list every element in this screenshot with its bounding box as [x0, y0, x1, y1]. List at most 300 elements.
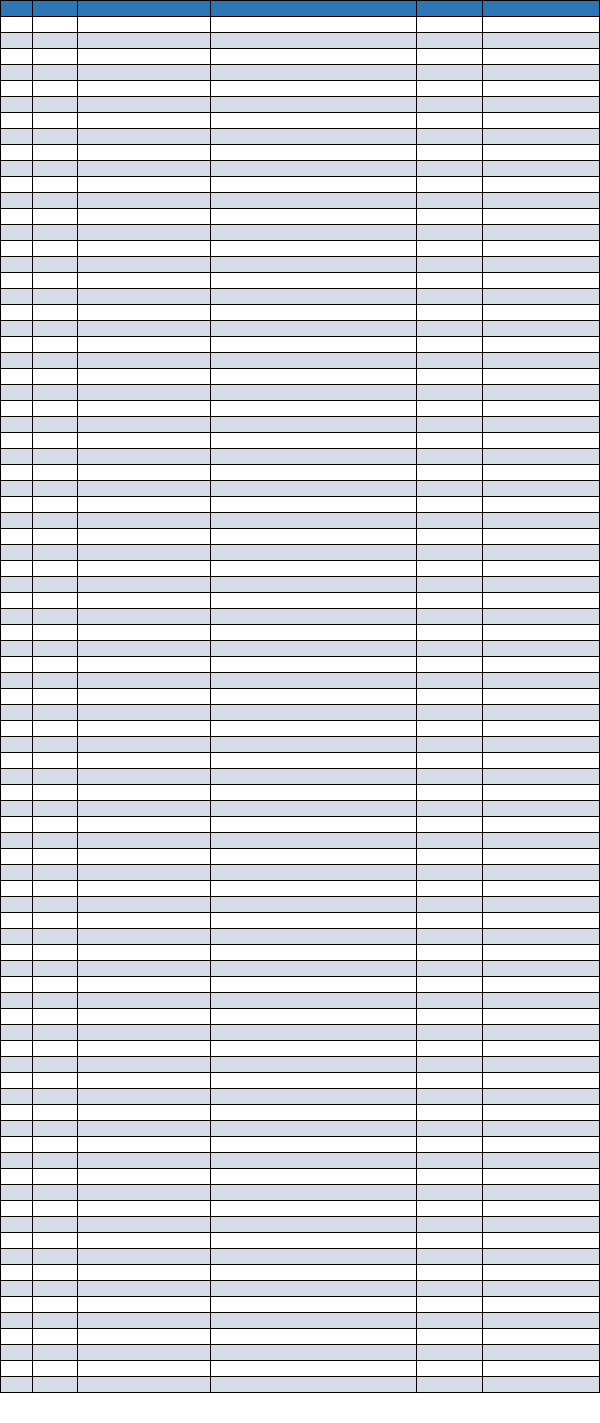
cell-3	[78, 801, 211, 817]
cell-5	[417, 225, 483, 241]
cell-1	[1, 129, 33, 145]
cell-6	[483, 1345, 600, 1361]
cell-2	[33, 785, 78, 801]
cell-6	[483, 497, 600, 513]
cell-1	[1, 545, 33, 561]
cell-5	[417, 737, 483, 753]
cell-5	[417, 1281, 483, 1297]
cell-3	[78, 833, 211, 849]
cell-3	[78, 17, 211, 33]
cell-5	[417, 1361, 483, 1377]
cell-4	[211, 17, 417, 33]
cell-3	[78, 529, 211, 545]
cell-5	[417, 721, 483, 737]
cell-4	[211, 625, 417, 641]
cell-2	[33, 433, 78, 449]
cell-1	[1, 593, 33, 609]
cell-1	[1, 177, 33, 193]
cell-5	[417, 801, 483, 817]
table-row	[1, 1025, 600, 1041]
cell-1	[1, 1153, 33, 1169]
cell-5	[417, 49, 483, 65]
cell-1	[1, 769, 33, 785]
cell-3	[78, 257, 211, 273]
cell-1	[1, 913, 33, 929]
cell-6	[483, 129, 600, 145]
cell-2	[33, 1025, 78, 1041]
cell-6	[483, 1297, 600, 1313]
cell-1	[1, 257, 33, 273]
cell-4	[211, 1329, 417, 1345]
table-row	[1, 977, 600, 993]
cell-1	[1, 977, 33, 993]
table-row	[1, 241, 600, 257]
cell-5	[417, 353, 483, 369]
cell-4	[211, 833, 417, 849]
table-row	[1, 1057, 600, 1073]
cell-6	[483, 625, 600, 641]
table-row	[1, 81, 600, 97]
cell-6	[483, 225, 600, 241]
cell-4	[211, 1169, 417, 1185]
table-row	[1, 433, 600, 449]
cell-3	[78, 1121, 211, 1137]
cell-1	[1, 1265, 33, 1281]
cell-5	[417, 545, 483, 561]
table-row	[1, 1265, 600, 1281]
cell-2	[33, 1105, 78, 1121]
cell-5	[417, 1009, 483, 1025]
cell-6	[483, 753, 600, 769]
cell-2	[33, 1361, 78, 1377]
cell-1	[1, 529, 33, 545]
cell-1	[1, 1185, 33, 1201]
cell-5	[417, 673, 483, 689]
cell-5	[417, 1313, 483, 1329]
cell-4	[211, 449, 417, 465]
cell-1	[1, 609, 33, 625]
cell-1	[1, 497, 33, 513]
cell-4	[211, 817, 417, 833]
cell-5	[417, 241, 483, 257]
cell-6	[483, 1057, 600, 1073]
table-row	[1, 1233, 600, 1249]
cell-4	[211, 1361, 417, 1377]
cell-2	[33, 721, 78, 737]
cell-3	[78, 321, 211, 337]
cell-2	[33, 657, 78, 673]
cell-2	[33, 1009, 78, 1025]
cell-2	[33, 225, 78, 241]
cell-1	[1, 49, 33, 65]
cell-3	[78, 417, 211, 433]
cell-4	[211, 49, 417, 65]
cell-2	[33, 1313, 78, 1329]
cell-6	[483, 609, 600, 625]
cell-4	[211, 1153, 417, 1169]
cell-1	[1, 353, 33, 369]
cell-5	[417, 865, 483, 881]
cell-2	[33, 689, 78, 705]
cell-6	[483, 897, 600, 913]
cell-3	[78, 97, 211, 113]
table-row	[1, 785, 600, 801]
cell-3	[78, 433, 211, 449]
cell-3	[78, 465, 211, 481]
cell-5	[417, 209, 483, 225]
cell-1	[1, 417, 33, 433]
cell-2	[33, 513, 78, 529]
cell-5	[417, 833, 483, 849]
cell-1	[1, 1089, 33, 1105]
cell-6	[483, 689, 600, 705]
cell-2	[33, 1281, 78, 1297]
table-row	[1, 609, 600, 625]
cell-2	[33, 49, 78, 65]
cell-1	[1, 993, 33, 1009]
cell-4	[211, 673, 417, 689]
cell-4	[211, 81, 417, 97]
cell-3	[78, 1361, 211, 1377]
cell-5	[417, 33, 483, 49]
cell-1	[1, 1169, 33, 1185]
cell-5	[417, 929, 483, 945]
cell-6	[483, 817, 600, 833]
cell-2	[33, 1377, 78, 1393]
table-row	[1, 417, 600, 433]
cell-1	[1, 145, 33, 161]
cell-6	[483, 289, 600, 305]
table-row	[1, 321, 600, 337]
cell-3	[78, 1345, 211, 1361]
cell-2	[33, 1073, 78, 1089]
cell-3	[78, 609, 211, 625]
cell-1	[1, 113, 33, 129]
cell-1	[1, 689, 33, 705]
cell-3	[78, 129, 211, 145]
cell-2	[33, 545, 78, 561]
cell-4	[211, 433, 417, 449]
table-row	[1, 113, 600, 129]
cell-3	[78, 641, 211, 657]
cell-6	[483, 833, 600, 849]
cell-2	[33, 81, 78, 97]
cell-2	[33, 129, 78, 145]
table-row	[1, 769, 600, 785]
cell-4	[211, 161, 417, 177]
cell-6	[483, 849, 600, 865]
cell-3	[78, 1313, 211, 1329]
cell-3	[78, 689, 211, 705]
cell-2	[33, 241, 78, 257]
table-row	[1, 721, 600, 737]
cell-3	[78, 289, 211, 305]
cell-6	[483, 1009, 600, 1025]
cell-4	[211, 721, 417, 737]
cell-5	[417, 705, 483, 721]
table-row	[1, 1345, 600, 1361]
cell-3	[78, 1329, 211, 1345]
cell-5	[417, 305, 483, 321]
table-row	[1, 657, 600, 673]
cell-6	[483, 1153, 600, 1169]
cell-3	[78, 385, 211, 401]
table-row	[1, 913, 600, 929]
cell-5	[417, 1185, 483, 1201]
cell-1	[1, 1361, 33, 1377]
cell-1	[1, 1073, 33, 1089]
table-row	[1, 1313, 600, 1329]
table-row	[1, 305, 600, 321]
cell-1	[1, 1297, 33, 1313]
cell-6	[483, 1169, 600, 1185]
table-row	[1, 193, 600, 209]
cell-4	[211, 273, 417, 289]
cell-1	[1, 1217, 33, 1233]
cell-1	[1, 737, 33, 753]
cell-2	[33, 177, 78, 193]
cell-5	[417, 321, 483, 337]
cell-4	[211, 1297, 417, 1313]
cell-6	[483, 673, 600, 689]
cell-4	[211, 849, 417, 865]
table-row	[1, 929, 600, 945]
cell-3	[78, 1201, 211, 1217]
cell-1	[1, 241, 33, 257]
cell-1	[1, 273, 33, 289]
cell-6	[483, 801, 600, 817]
cell-5	[417, 1265, 483, 1281]
cell-2	[33, 465, 78, 481]
cell-4	[211, 465, 417, 481]
cell-6	[483, 1073, 600, 1089]
table-row	[1, 817, 600, 833]
cell-4	[211, 65, 417, 81]
cell-4	[211, 417, 417, 433]
cell-4	[211, 1137, 417, 1153]
cell-1	[1, 97, 33, 113]
cell-3	[78, 1297, 211, 1313]
cell-2	[33, 1089, 78, 1105]
cell-4	[211, 913, 417, 929]
cell-6	[483, 529, 600, 545]
cell-1	[1, 1233, 33, 1249]
cell-5	[417, 529, 483, 545]
cell-4	[211, 561, 417, 577]
cell-4	[211, 977, 417, 993]
cell-3	[78, 353, 211, 369]
cell-5	[417, 481, 483, 497]
cell-6	[483, 273, 600, 289]
table-row	[1, 449, 600, 465]
cell-2	[33, 1057, 78, 1073]
cell-6	[483, 193, 600, 209]
cell-3	[78, 513, 211, 529]
cell-4	[211, 657, 417, 673]
cell-2	[33, 817, 78, 833]
cell-1	[1, 225, 33, 241]
cell-2	[33, 1249, 78, 1265]
cell-1	[1, 1281, 33, 1297]
cell-3	[78, 209, 211, 225]
cell-5	[417, 897, 483, 913]
cell-1	[1, 657, 33, 673]
cell-3	[78, 577, 211, 593]
cell-3	[78, 737, 211, 753]
cell-4	[211, 113, 417, 129]
cell-5	[417, 81, 483, 97]
table-row	[1, 1377, 600, 1393]
cell-5	[417, 417, 483, 433]
cell-1	[1, 337, 33, 353]
table-row	[1, 337, 600, 353]
cell-3	[78, 993, 211, 1009]
cell-3	[78, 1185, 211, 1201]
cell-6	[483, 49, 600, 65]
cell-2	[33, 305, 78, 321]
cell-5	[417, 433, 483, 449]
cell-4	[211, 529, 417, 545]
cell-2	[33, 1137, 78, 1153]
cell-1	[1, 401, 33, 417]
cell-3	[78, 481, 211, 497]
cell-2	[33, 289, 78, 305]
cell-3	[78, 881, 211, 897]
cell-3	[78, 977, 211, 993]
cell-2	[33, 865, 78, 881]
table-row	[1, 1137, 600, 1153]
cell-5	[417, 1137, 483, 1153]
cell-5	[417, 609, 483, 625]
cell-3	[78, 945, 211, 961]
table-row	[1, 561, 600, 577]
cell-4	[211, 945, 417, 961]
cell-6	[483, 481, 600, 497]
cell-4	[211, 145, 417, 161]
cell-3	[78, 241, 211, 257]
cell-5	[417, 769, 483, 785]
cell-5	[417, 625, 483, 641]
cell-2	[33, 561, 78, 577]
cell-6	[483, 977, 600, 993]
cell-2	[33, 1153, 78, 1169]
cell-4	[211, 241, 417, 257]
table-row	[1, 353, 600, 369]
cell-5	[417, 1153, 483, 1169]
cell-4	[211, 545, 417, 561]
table-row	[1, 17, 600, 33]
cell-2	[33, 1233, 78, 1249]
cell-2	[33, 481, 78, 497]
cell-3	[78, 161, 211, 177]
cell-2	[33, 1297, 78, 1313]
cell-4	[211, 1217, 417, 1233]
cell-5	[417, 1377, 483, 1393]
cell-4	[211, 865, 417, 881]
table-row	[1, 673, 600, 689]
cell-3	[78, 753, 211, 769]
cell-1	[1, 1025, 33, 1041]
cell-4	[211, 353, 417, 369]
table-row	[1, 1217, 600, 1233]
cell-5	[417, 177, 483, 193]
cell-2	[33, 993, 78, 1009]
table-row	[1, 801, 600, 817]
cell-1	[1, 193, 33, 209]
cell-1	[1, 1201, 33, 1217]
cell-4	[211, 481, 417, 497]
cell-1	[1, 673, 33, 689]
cell-4	[211, 1073, 417, 1089]
cell-2	[33, 161, 78, 177]
table-row	[1, 145, 600, 161]
cell-4	[211, 1201, 417, 1217]
cell-5	[417, 977, 483, 993]
cell-2	[33, 65, 78, 81]
cell-3	[78, 561, 211, 577]
table-row	[1, 385, 600, 401]
cell-2	[33, 529, 78, 545]
cell-4	[211, 609, 417, 625]
cell-6	[483, 721, 600, 737]
cell-2	[33, 321, 78, 337]
cell-1	[1, 1313, 33, 1329]
cell-6	[483, 593, 600, 609]
table-row	[1, 737, 600, 753]
cell-2	[33, 1265, 78, 1281]
cell-4	[211, 1265, 417, 1281]
cell-5	[417, 1169, 483, 1185]
cell-2	[33, 1169, 78, 1185]
cell-4	[211, 577, 417, 593]
cell-6	[483, 241, 600, 257]
cell-1	[1, 161, 33, 177]
cell-4	[211, 1377, 417, 1393]
table-row	[1, 689, 600, 705]
cell-2	[33, 209, 78, 225]
cell-3	[78, 1233, 211, 1249]
cell-5	[417, 129, 483, 145]
cell-1	[1, 321, 33, 337]
cell-4	[211, 177, 417, 193]
cell-2	[33, 609, 78, 625]
column-header-5	[417, 1, 483, 17]
cell-3	[78, 657, 211, 673]
cell-1	[1, 513, 33, 529]
cell-5	[417, 1345, 483, 1361]
cell-2	[33, 1217, 78, 1233]
cell-1	[1, 945, 33, 961]
cell-3	[78, 1137, 211, 1153]
table-row	[1, 161, 600, 177]
cell-4	[211, 321, 417, 337]
cell-6	[483, 513, 600, 529]
cell-5	[417, 145, 483, 161]
cell-3	[78, 961, 211, 977]
cell-4	[211, 785, 417, 801]
cell-4	[211, 369, 417, 385]
table-row	[1, 49, 600, 65]
cell-2	[33, 593, 78, 609]
cell-6	[483, 369, 600, 385]
cell-3	[78, 337, 211, 353]
cell-5	[417, 369, 483, 385]
cell-1	[1, 817, 33, 833]
cell-4	[211, 705, 417, 721]
cell-5	[417, 337, 483, 353]
cell-1	[1, 641, 33, 657]
cell-1	[1, 865, 33, 881]
